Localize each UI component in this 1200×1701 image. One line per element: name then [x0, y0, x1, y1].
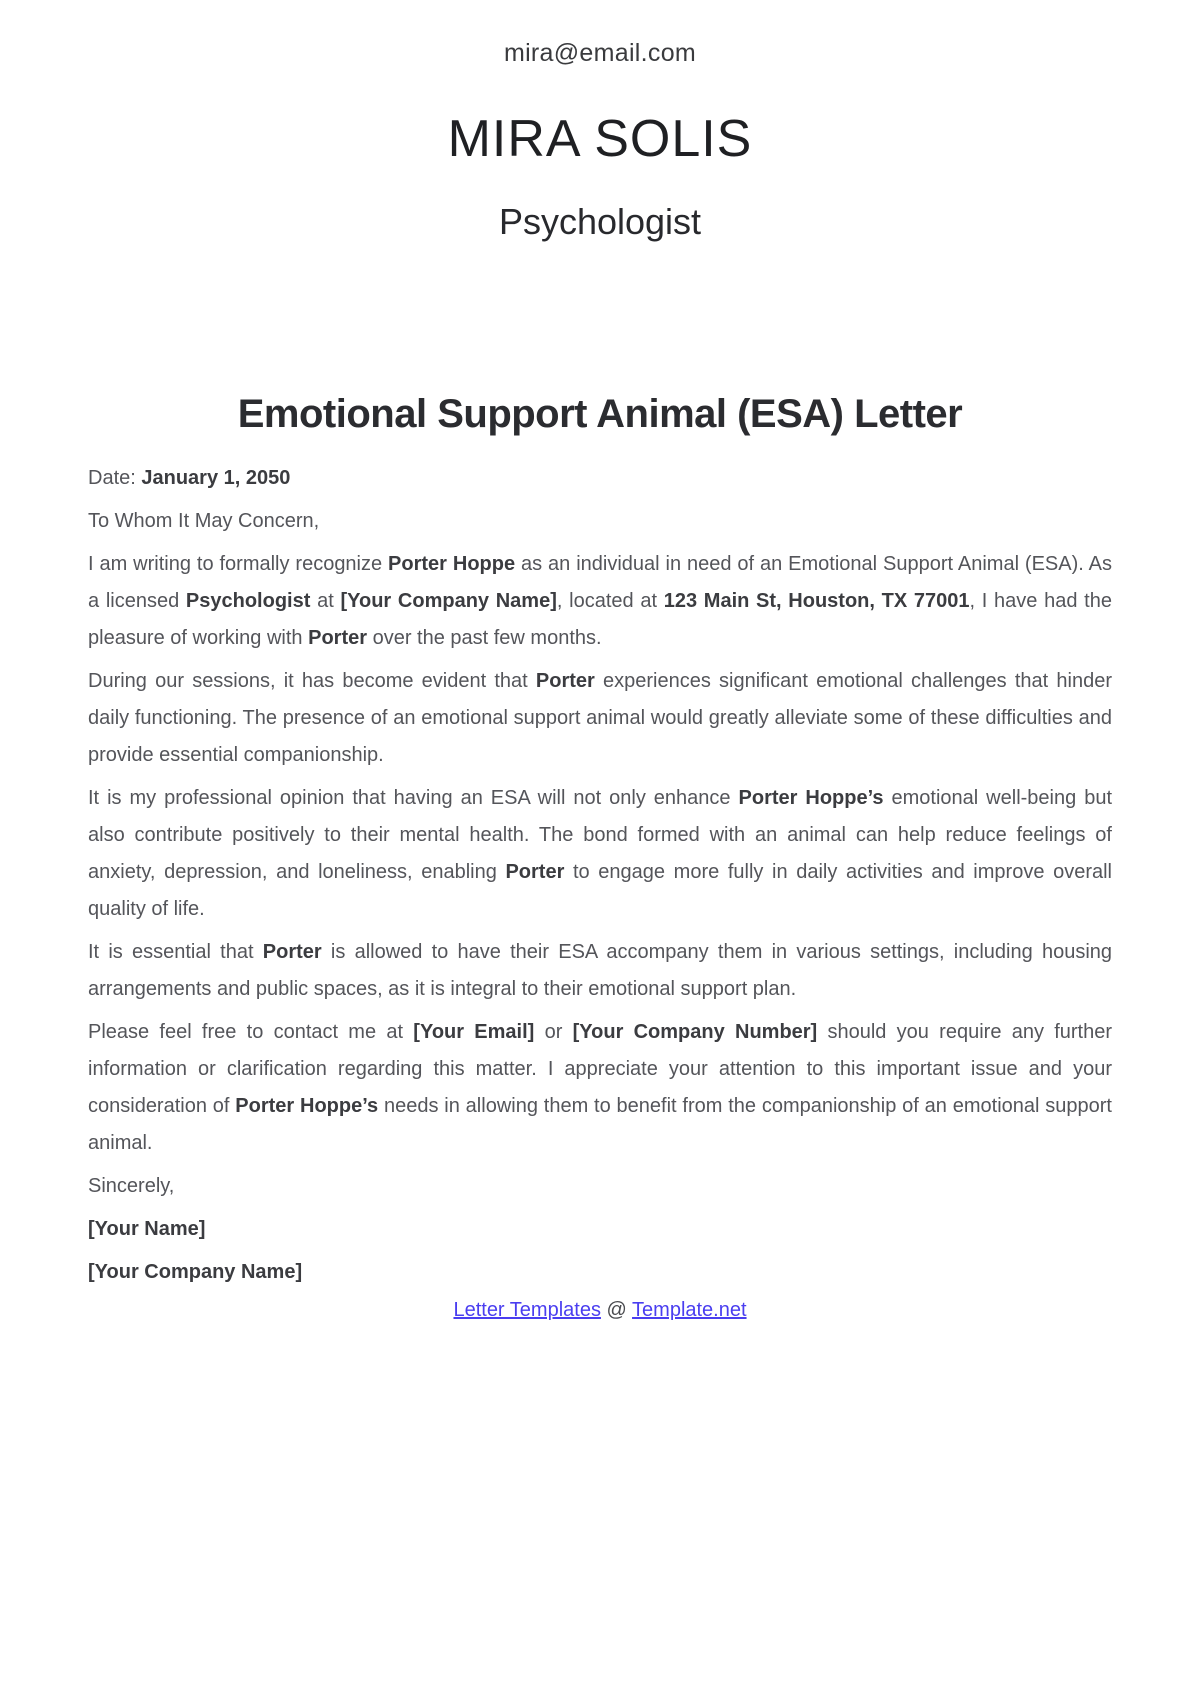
letter-paragraph — [88, 503, 1112, 540]
text-segment: experiences significant emotional challenges that hinder daily functioning. The presence of an emotional support animal would greatly alleviate some of these difficulties and provide essential companionship. — [88, 669, 1112, 766]
template-net-link[interactable]: Template.net — [632, 1298, 747, 1321]
text-segment: During our sessions, it has become evident that — [88, 669, 536, 692]
bold-text-segment: Porter Hoppe’s — [235, 1094, 379, 1117]
text-segment: needs in allowing them to benefit from the companionship of an emotional support animal. — [88, 1094, 1112, 1154]
bold-text-segment: Porter — [308, 626, 368, 649]
bold-text-segment: Porter Hoppe — [388, 552, 516, 575]
contact-email: mira@email.com — [503, 39, 697, 67]
letter-paragraph — [88, 663, 1112, 774]
bold-text-segment: [Your Name] — [88, 1217, 206, 1240]
bold-text-segment: Porter — [262, 940, 322, 963]
text-segment: It is my professional opinion that having an ESA will not only enhance — [88, 786, 739, 809]
text-segment: as an individual in need of an Emotional Support Animal (ESA). As a licensed — [88, 552, 1112, 612]
text-segment: or — [534, 1020, 573, 1043]
text-segment: at — [310, 589, 341, 612]
bold-text-segment: Porter — [535, 669, 595, 692]
practitioner-name: MIRA SOLIS — [447, 110, 753, 168]
footer-at-symbol: @ — [606, 1298, 627, 1321]
bold-text-segment: January 1, 2050 — [141, 466, 291, 489]
letterhead — [0, 0, 1200, 244]
text-segment: emotional well-being but also contribute positively to their mental health. The bond formed with an animal can help reduce feelings of anxiety, depression, and loneliness, enabling — [88, 786, 1112, 883]
text-segment: should you require any further information or clarification regarding this matter. I appreciate your attention to this important issue and your consideration of — [88, 1020, 1113, 1117]
letter-templates-link[interactable]: Letter Templates — [453, 1298, 601, 1321]
text-segment: over the past few months. — [367, 626, 602, 649]
bold-text-segment: Porter Hoppe’s — [738, 786, 884, 809]
bold-text-segment: [Your Email] — [413, 1020, 535, 1043]
letter-paragraph — [88, 1014, 1112, 1162]
letter-paragraph — [88, 546, 1112, 657]
bold-text-segment: Psychologist — [185, 589, 311, 612]
bold-text-segment: [Your Company Name] — [340, 589, 557, 612]
bold-text-segment: [Your Company Number] — [572, 1020, 818, 1043]
text-segment: Please feel free to contact me at — [88, 1020, 414, 1043]
text-segment: is allowed to have their ESA accompany them in various settings, including housing arrangements and public spaces, as it is integral to their emotional support plan. — [88, 940, 1113, 1000]
text-segment: , I have had the pleasure of working with — [88, 589, 1112, 649]
text-segment: It is essential that — [88, 940, 263, 963]
letter-body — [0, 460, 1200, 1291]
letter-paragraph — [88, 460, 1112, 497]
text-segment: to engage more fully in daily activities and improve overall quality of life. — [88, 860, 1112, 920]
text-segment: I am writing to formally recognize — [88, 552, 389, 575]
text-segment: , located at — [556, 589, 664, 612]
bold-text-segment: Porter — [505, 860, 565, 883]
letter-paragraph — [88, 780, 1112, 928]
text-segment: Date: — [88, 466, 142, 489]
letter-paragraph — [88, 934, 1112, 1008]
text-segment: To Whom It May Concern, — [88, 509, 320, 532]
bold-text-segment: [Your Company Name] — [88, 1260, 303, 1283]
bold-text-segment: 123 Main St, Houston, TX 77001 — [663, 589, 970, 612]
letter-paragraph — [88, 1168, 1112, 1205]
letter-title: Emotional Support Animal (ESA) Letter — [237, 391, 963, 436]
attribution-footer — [0, 1297, 1200, 1323]
practitioner-role: Psychologist — [498, 201, 702, 243]
text-segment: Sincerely, — [88, 1174, 175, 1197]
letter-paragraph — [88, 1254, 1112, 1291]
letter-paragraph — [88, 1211, 1112, 1248]
